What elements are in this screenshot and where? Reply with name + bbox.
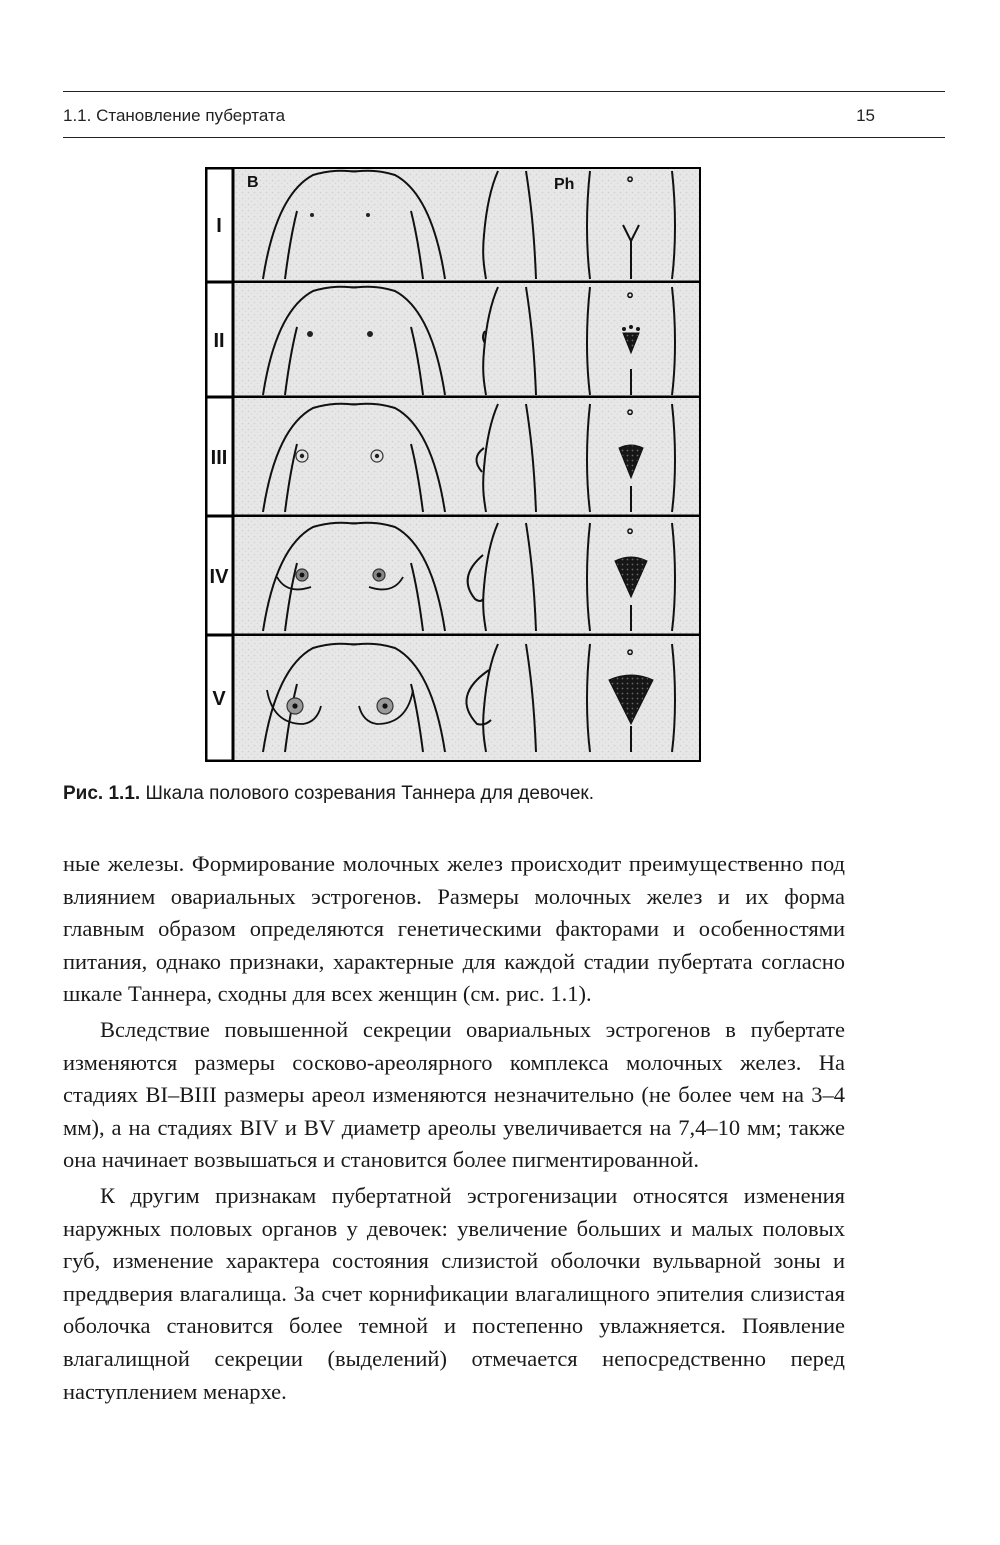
page-number: 15 — [856, 106, 875, 125]
body-text — [63, 848, 845, 1411]
section-title: 1.1. Становление пубертата — [63, 106, 286, 125]
stage-label-5: V — [212, 688, 226, 710]
running-head — [63, 106, 875, 126]
header-bottom-rule — [63, 137, 945, 138]
stage-row-5 — [233, 636, 699, 760]
stage-label-2: II — [213, 330, 225, 352]
header-top-rule — [63, 91, 945, 92]
stage-row-2 — [233, 283, 699, 397]
tanner-scale-drawing — [205, 167, 701, 762]
nipple-right — [367, 331, 373, 337]
stage-row-1 — [233, 169, 699, 281]
stage-label-1: I — [216, 215, 222, 237]
paragraph-2: Вследствие повышенной секреции овариальных эстрогенов в пубертате изменяются размеры сосково-ареолярного комплекса молочных желез. На стадиях BI–BIII размеры ареол изменяются незначительно (не более чем на 3–4 мм), а на стадиях BIV и BV диаметр ареолы увеличивается на 7,4–10 мм; также она начинает возвышаться и становится более пигментированной. — [63, 1016, 845, 1173]
caption-text: Шкала полового созревания Таннера для девочек. — [145, 783, 595, 804]
figure-caption — [63, 783, 943, 805]
tanner-scale-figure — [205, 167, 701, 762]
paragraph-3: К другим признакам пубертатной эстрогенизации относятся изменения наружных половых органов у девочек: увеличение больших и малых половых губ, изменение характера состояния слизистой оболочки вульварной зоны и преддверия влагалища. За счет корнификации влагалищного эпителия слизистая оболочка становится более темной и постепенно увлажняется. Появление влагалищной секреции (выделений) отмечается непосредственно перед наступлением менархе. — [63, 1182, 845, 1404]
stage-row-3 — [233, 398, 699, 515]
nipple-left — [310, 213, 314, 217]
nipple-right — [366, 213, 370, 217]
column-label-pubic-hair: Ph — [554, 176, 575, 193]
nipple-left — [307, 331, 313, 337]
caption-label: Рис. 1.1. — [63, 783, 141, 804]
stage-label-3: III — [210, 447, 228, 469]
stage-label-4: IV — [209, 566, 229, 588]
stage-row-4 — [233, 517, 699, 634]
paragraph-1: ные железы. Формирование молочных желез происходит преимущественно под влиянием овариальных эстрогенов. Размеры молочных желез и их форма главным образом определяются генетическими факторами и особенностями питания, однако признаки, характерные для каждой стадии пубертата согласно шкале Таннера, сходны для всех женщин (см. рис. 1.1). — [63, 851, 845, 1007]
column-label-breast: B — [247, 174, 259, 191]
